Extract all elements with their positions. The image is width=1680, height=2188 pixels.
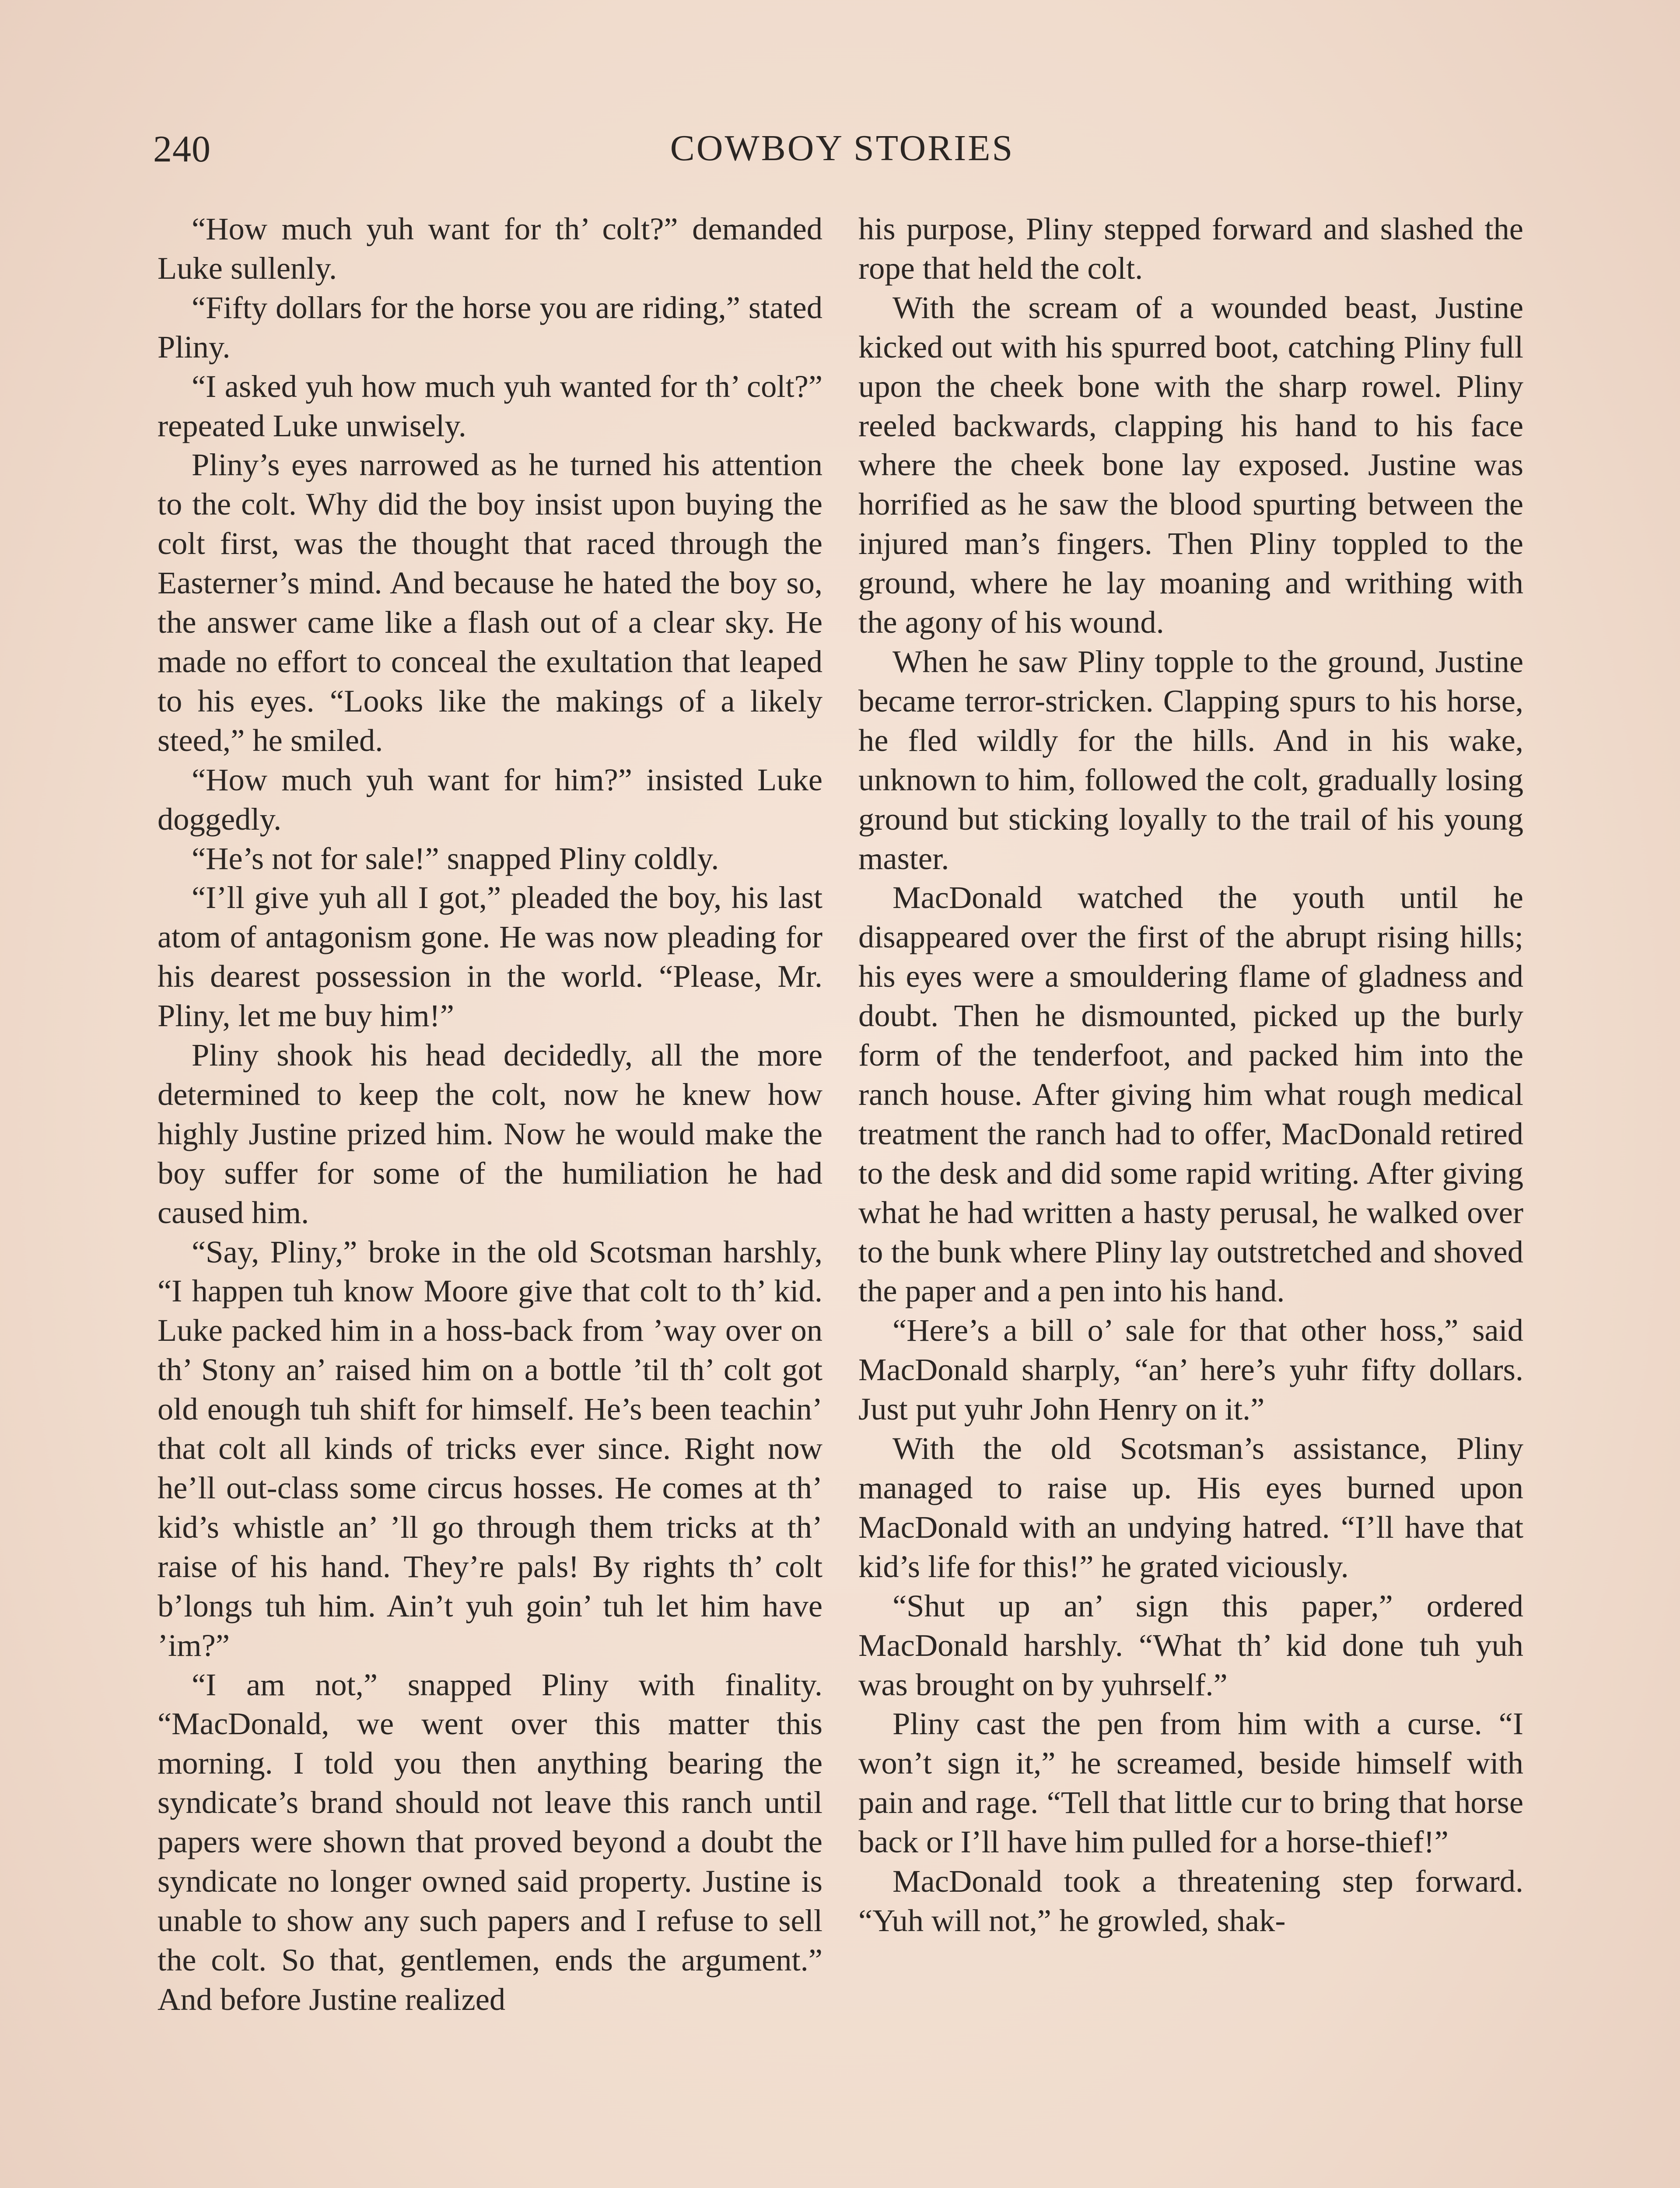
paragraph: MacDonald took a threatening step forward. “Yuh will not,” he growled, shak- (858, 1863, 1523, 1938)
paragraph: With the old Scotsman’s assistance, Pliny managed to raise up. His eyes burned upon MacDonald with an undying hatred. “I’ll have that kid’s life for this!” he grated viciously. (858, 1431, 1523, 1584)
running-title: COWBOY STORIES (670, 128, 1015, 168)
paragraph: “Fifty dollars for the horse you are riding,” stated Pliny. (158, 289, 822, 365)
paragraph-continued: his purpose, Pliny stepped forward and slashed the rope that held the colt. (858, 211, 1523, 286)
paragraph: “He’s not for sale!” snapped Pliny coldly. (192, 840, 719, 876)
paragraph: “Say, Pliny,” broke in the old Scotsman harshly, “I happen tuh know Moore give that colt to th’ kid. Luke packed him in a hoss-back from ’way over on th’ Stony an’ raised him on a bottle ’til th’ colt got old enough tuh shift for himself. He’s been teachin’ that colt all kinds of tricks ever since. Right now he’ll out-class some circus hosses. He comes at th’ kid’s whistle an’ ’ll go through them tricks at th’ raise of his hand. They’re pals! By rights th’ colt b’longs tuh him. Ain’t yuh goin’ tuh let him have ’im?” (158, 1234, 822, 1663)
paragraph: MacDonald watched the youth until he disappeared over the first of the abrupt rising hills; his eyes were a smouldering flame of gladness and doubt. Then he dismounted, picked up the burly form of the tenderfoot, and packed him into the ranch house. After giving him what rough medical treatment the ranch had to offer, MacDonald retired to the desk and did some rapid writing. After giving what he had written a hasty perusal, he walked over to the bunk where Pliny lay outstretched and shoved the paper and a pen into his hand. (858, 880, 1523, 1309)
paragraph: “I’ll give yuh all I got,” pleaded the boy, his last atom of antagonism gone. He was now pleading for his dearest possession in the world. “Please, Mr. Pliny, let me buy him!” (158, 880, 822, 1034)
paragraph: Pliny’s eyes narrowed as he turned his attention to the colt. Why did the boy insist upon buying the colt first, was the thought that raced through the Easterner’s mind. And because he hated the boy so, the answer came like a flash out of a clear sky. He made no effort to conceal the exultation that leaped to his eyes. “Looks like the makings of a likely steed,” he smiled. (158, 447, 822, 758)
paragraph: With the scream of a wounded beast, Justine kicked out with his spurred boot, catching Pliny full upon the cheek bone with the sharp rowel. Pliny reeled backwards, clapping his hand to his face where the cheek bone lay exposed. Justine was horrified as he saw the blood spurting between the injured man’s fingers. Then Pliny toppled to the ground, where he lay moaning and writhing with the agony of his wound. (858, 289, 1523, 640)
paragraph: Pliny cast the pen from him with a curse. “I won’t sign it,” he screamed, beside himself with pain and rage. “Tell that little cur to bring that horse back or I’ll have him pulled for a horse-thief!” (858, 1706, 1523, 1860)
left-column (158, 209, 822, 2019)
paragraph: “How much yuh want for him?” insisted Luke doggedly. (158, 761, 822, 837)
paragraph: “I asked yuh how much yuh wanted for th’ colt?” repeated Luke unwisely. (158, 368, 822, 443)
paragraph: When he saw Pliny topple to the ground, Justine became terror-stricken. Clapping spurs to his horse, he fled wildly for the hills. And in his wake, unknown to him, followed the colt, gradually losing ground but sticking loyally to the trail of his young master. (858, 643, 1523, 876)
right-column (858, 209, 1523, 1940)
paragraph: “How much yuh want for th’ colt?” demanded Luke sullenly. (158, 211, 822, 286)
page-number: 240 (153, 128, 211, 170)
paragraph: “I am not,” snapped Pliny with finality. “MacDonald, we went over this matter this morning. I told you then anything bearing the syndicate’s brand should not leave this ranch until papers were shown that proved beyond a doubt the syndicate no longer owned said property. Justine is unable to show any such papers and I refuse to sell the colt. So that, gentlemen, ends the argument.” And before Justine realized (158, 1666, 822, 2017)
paragraph: “Shut up an’ sign this paper,” ordered MacDonald harshly. “What th’ kid done tuh yuh was brought on by yuhrself.” (858, 1588, 1523, 1702)
paragraph: Pliny shook his head decidedly, all the more determined to keep the colt, now he knew how highly Justine prized him. Now he would make the boy suffer for some of the humiliation he had caused him. (158, 1037, 822, 1230)
page-header (153, 127, 1531, 179)
paragraph: “Here’s a bill o’ sale for that other hoss,” said MacDonald sharply, “an’ here’s yuhr fifty dollars. Just put yuhr John Henry on it.” (858, 1312, 1523, 1427)
